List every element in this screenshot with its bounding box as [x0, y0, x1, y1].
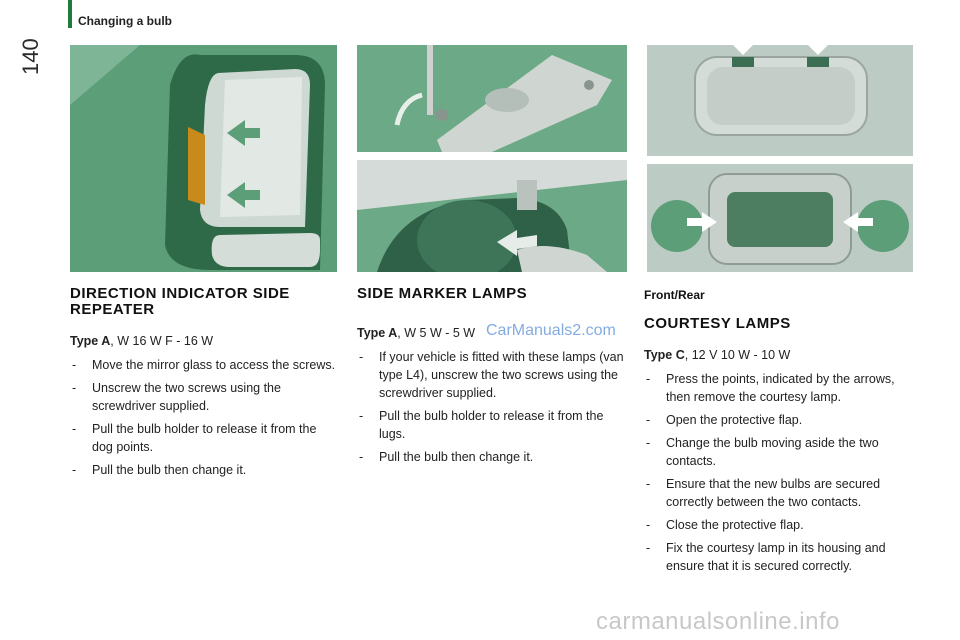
side-marker-section: [357, 286, 625, 471]
direction-indicator-section: [70, 286, 340, 484]
watermark-bottom: carmanualsonline.info: [596, 608, 840, 635]
page-number: 140: [18, 38, 43, 75]
list-item: - Press the points, indicated by the arrows, then remove the courtesy lamp.: [644, 370, 916, 406]
section-title: Changing a bulb: [78, 14, 172, 28]
list-item: - Pull the bulb holder to release it from the lugs.: [357, 407, 625, 443]
courtesy-lamp-illustration: [647, 45, 913, 156]
list-item: - Change the bulb moving aside the two contacts.: [644, 434, 916, 470]
instruction-list: [357, 348, 625, 466]
list-item: - Pull the bulb then change it.: [357, 448, 625, 466]
list-item: - Pull the bulb then change it.: [70, 461, 340, 479]
list-item: - Close the protective flap.: [644, 516, 916, 534]
instruction-list: [70, 356, 340, 479]
bulb-type: Type A, W 16 W F - 16 W: [70, 334, 214, 348]
section-heading: DIRECTION INDICATOR SIDE REPEATER: [70, 285, 290, 318]
marker-lamp-illustration: [357, 45, 627, 152]
list-item: - Pull the bulb holder to release it from the dog points.: [70, 420, 340, 456]
bulb-holder-illustration: [357, 160, 627, 272]
section-heading: SIDE MARKER LAMPS: [357, 285, 528, 302]
instruction-list: [644, 370, 916, 575]
lamp-removal-illustration: [647, 164, 913, 272]
list-item: - If your vehicle is fitted with these lamps (van type L4), unscrew the two screws using the screwdriver supplied.: [357, 348, 625, 402]
section-subtitle: Front/Rear: [644, 288, 705, 302]
list-item: - Open the protective flap.: [644, 411, 916, 429]
section-heading: COURTESY LAMPS: [644, 315, 791, 332]
list-item: - Ensure that the new bulbs are secured correctly between the two contacts.: [644, 475, 916, 511]
header-accent-bar: [68, 0, 72, 28]
list-item: - Unscrew the two screws using the screwdriver supplied.: [70, 379, 340, 415]
list-item: - Move the mirror glass to access the screws.: [70, 356, 340, 374]
bulb-type: Type C, 12 V 10 W - 10 W: [644, 348, 791, 362]
bulb-type: Type A, W 5 W - 5 W: [357, 326, 476, 340]
list-item: - Fix the courtesy lamp in its housing and ensure that it is secured correctly.: [644, 539, 916, 575]
courtesy-lamps-section: [644, 286, 916, 580]
watermark-mid: CarManuals2.com: [486, 322, 616, 339]
mirror-illustration: [70, 45, 337, 272]
